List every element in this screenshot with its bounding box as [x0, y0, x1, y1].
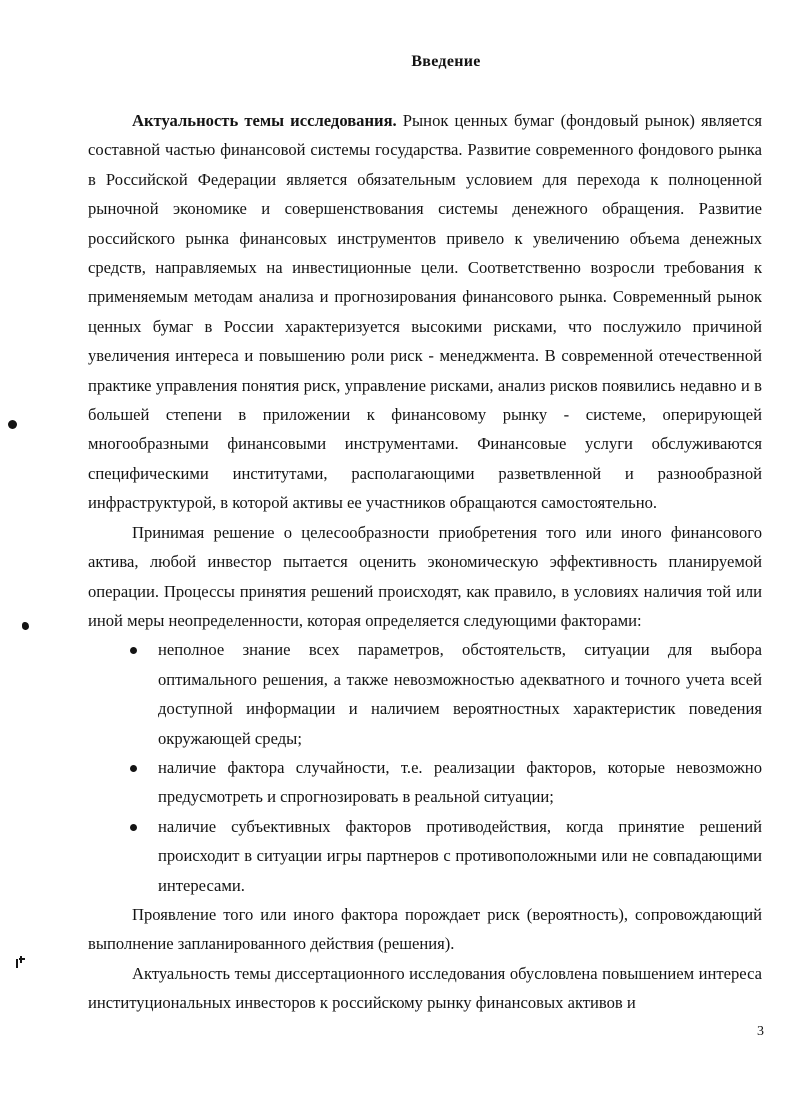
page-number: 3 [757, 1024, 764, 1039]
list-item [158, 753, 762, 812]
bullet-icon [130, 824, 137, 831]
section-title: Введение [411, 53, 481, 70]
list-item [158, 635, 762, 753]
list-item [158, 812, 762, 900]
paragraph-decision: Принимая решение о целесообразности приобретения того или иного финансового актива, любой инвестор пытается оценить экономическую эффективность планируемой операции. Процессы принятия решений происходят, как правило, в условиях наличия той или иной меры неопределенности, которая определяется следующими факторами: [88, 522, 762, 630]
scan-dot-mark [8, 420, 17, 429]
list-item-text: наличие субъективных факторов противодействия, когда принятие решений происходит в ситуации игры партнеров с противоположными или не совпадающими интересами. [158, 816, 762, 895]
list-item-text: неполное знание всех параметров, обстоятельств, ситуации для выбора оптимального решения, а также невозможностью адекватного и точного учета всей доступной информации и наличием вероятностных характеристик поведения окружающей среды; [158, 640, 762, 748]
scan-dot-mark [22, 622, 29, 630]
scan-smudge-mark [16, 956, 26, 968]
paragraph-relevance [88, 106, 762, 518]
paragraph-risk: Проявление того или иного фактора порождает риск (вероятность), сопровождающий выполнение запланированного действия (решения). [88, 904, 762, 954]
document-body [88, 106, 762, 1018]
bullet-icon [130, 647, 137, 654]
relevance-text: Рынок ценных бумаг (фондовый рынок) является составной частью финансовой системы государства. Развитие современного фондового рынка в Российской Федерации является обязательным условием для перехода к полноценной рыночной экономике и совершенствования системы денежного обращения. Развитие российского рынка финансовых инструментов привело к увеличению объема денежных средств, направляемых на инвестиционные цели. Соответственно возросли требования к применяемым методам анализа и прогнозирования финансового рынка. Современный рынок ценных бумаг в России характеризуется высокими рисками, что послужило причиной увеличения интереса и повышению роли риск - менеджмента. В современной отечественной практике управления понятия риск, управление рисками, анализ рисков появились недавно и в большей степени в приложении к финансовому рынку - системе, оперирующей многообразными финансовыми инструментами. Финансовые услуги обслуживаются специфическими институтами, располагающими разветвленной и разнообразной инфраструктурой, в которой активы ее участников обращаются самостоятельно. [88, 111, 762, 513]
list-item-text: наличие фактора случайности, т.е. реализации факторов, которые невозможно предусмотреть и спрогнозировать в реальной ситуации; [158, 757, 762, 807]
relevance-heading: Актуальность темы исследования. [132, 111, 397, 130]
factor-list [88, 635, 762, 900]
bullet-icon [130, 765, 137, 772]
paragraph-dissertation: Актуальность темы диссертационного исследования обусловлена повышением интереса институциональных инвесторов к российскому рынку финансовых активов и [88, 963, 762, 1013]
